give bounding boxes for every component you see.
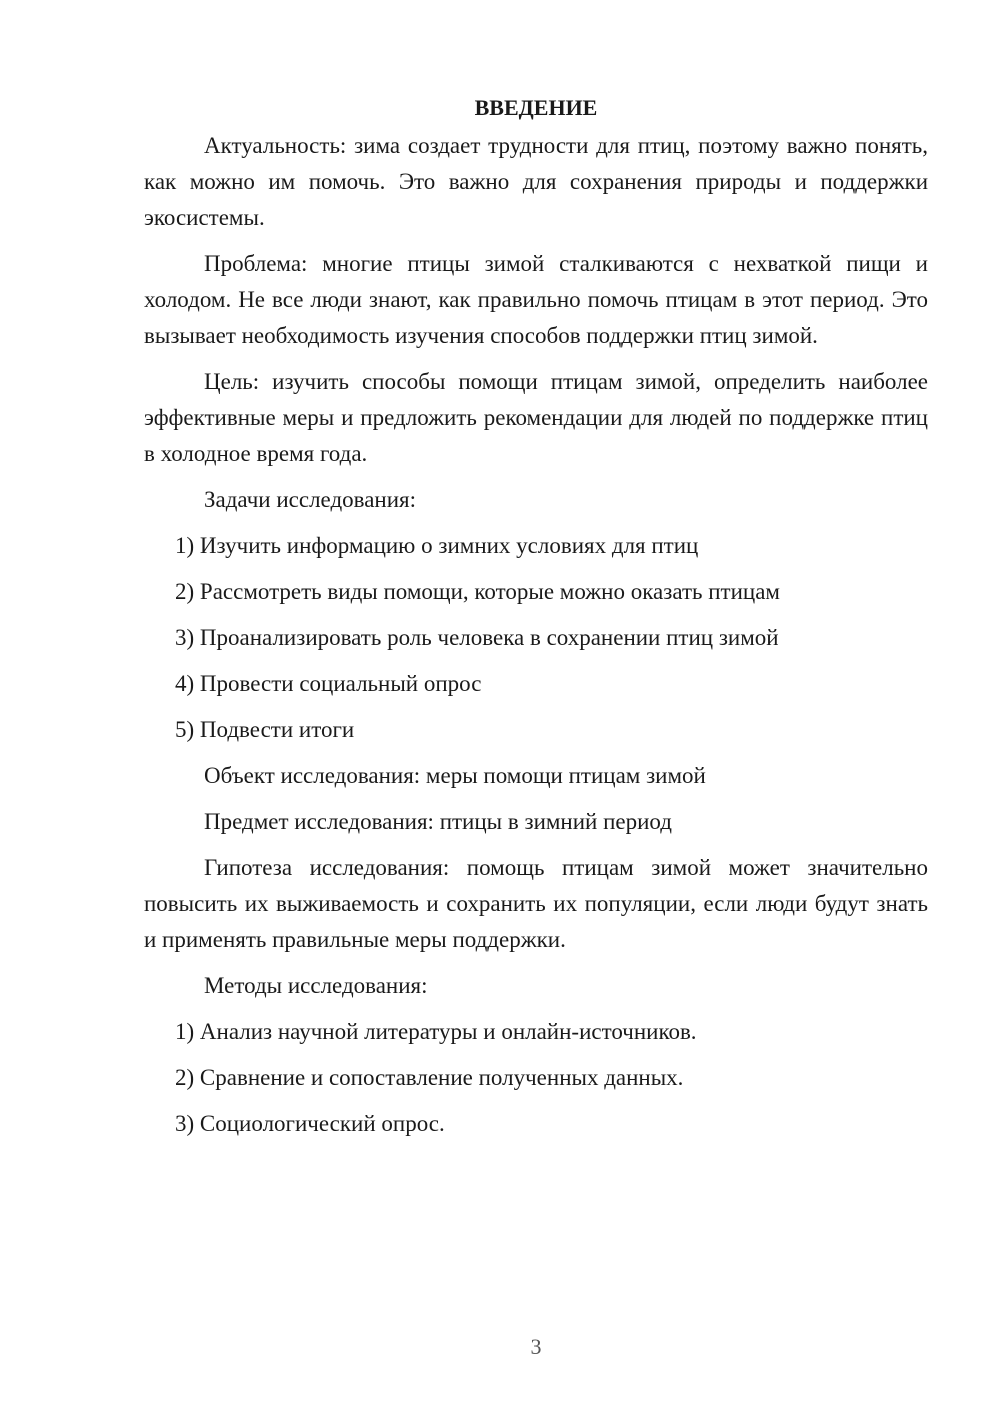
task-item: 4) Провести социальный опрос bbox=[175, 671, 482, 696]
relevance-paragraph: Актуальность: зима создает трудности для птиц, поэтому важно понять, как можно им помочь. Это важно для сохранения природы и поддержки экосистемы. bbox=[144, 133, 928, 230]
task-item: 1) Изучить информацию о зимних условиях для птиц bbox=[175, 533, 699, 558]
method-item: 3) Социологический опрос. bbox=[175, 1111, 445, 1136]
methods-list bbox=[144, 1014, 928, 1142]
methods-label: Методы исследования: bbox=[204, 973, 428, 998]
hypothesis-paragraph: Гипотеза исследования: помощь птицам зимой может значительно повысить их выживаемость и сохранить их популяции, если люди будут знать и применять правильные меры поддержки. bbox=[144, 855, 928, 952]
tasks-label: Задачи исследования: bbox=[204, 487, 417, 512]
section-heading: ВВЕДЕНИЕ bbox=[474, 95, 598, 120]
task-item: 2) Рассмотреть виды помощи, которые можно оказать птицам bbox=[175, 579, 780, 604]
problem-paragraph: Проблема: многие птицы зимой сталкиваются с нехваткой пищи и холодом. Не все люди знают, как правильно помочь птицам в этот период. Это вызывает необходимость изучения способов поддержки птиц зимой. bbox=[144, 251, 928, 348]
document-page bbox=[144, 90, 928, 1152]
method-item: 1) Анализ научной литературы и онлайн-источников. bbox=[175, 1019, 697, 1044]
research-subject: Предмет исследования: птицы в зимний период bbox=[204, 809, 672, 834]
goal-paragraph: Цель: изучить способы помощи птицам зимой, определить наиболее эффективные меры и предложить рекомендации для людей по поддержке птиц в холодное время года. bbox=[144, 369, 928, 466]
task-item: 3) Проанализировать роль человека в сохранении птиц зимой bbox=[175, 625, 779, 650]
page-number: 3 bbox=[530, 1334, 542, 1359]
method-item: 2) Сравнение и сопоставление полученных данных. bbox=[175, 1065, 684, 1090]
research-object: Объект исследования: меры помощи птицам зимой bbox=[204, 763, 706, 788]
task-item: 5) Подвести итоги bbox=[175, 717, 355, 742]
tasks-list bbox=[144, 528, 928, 748]
